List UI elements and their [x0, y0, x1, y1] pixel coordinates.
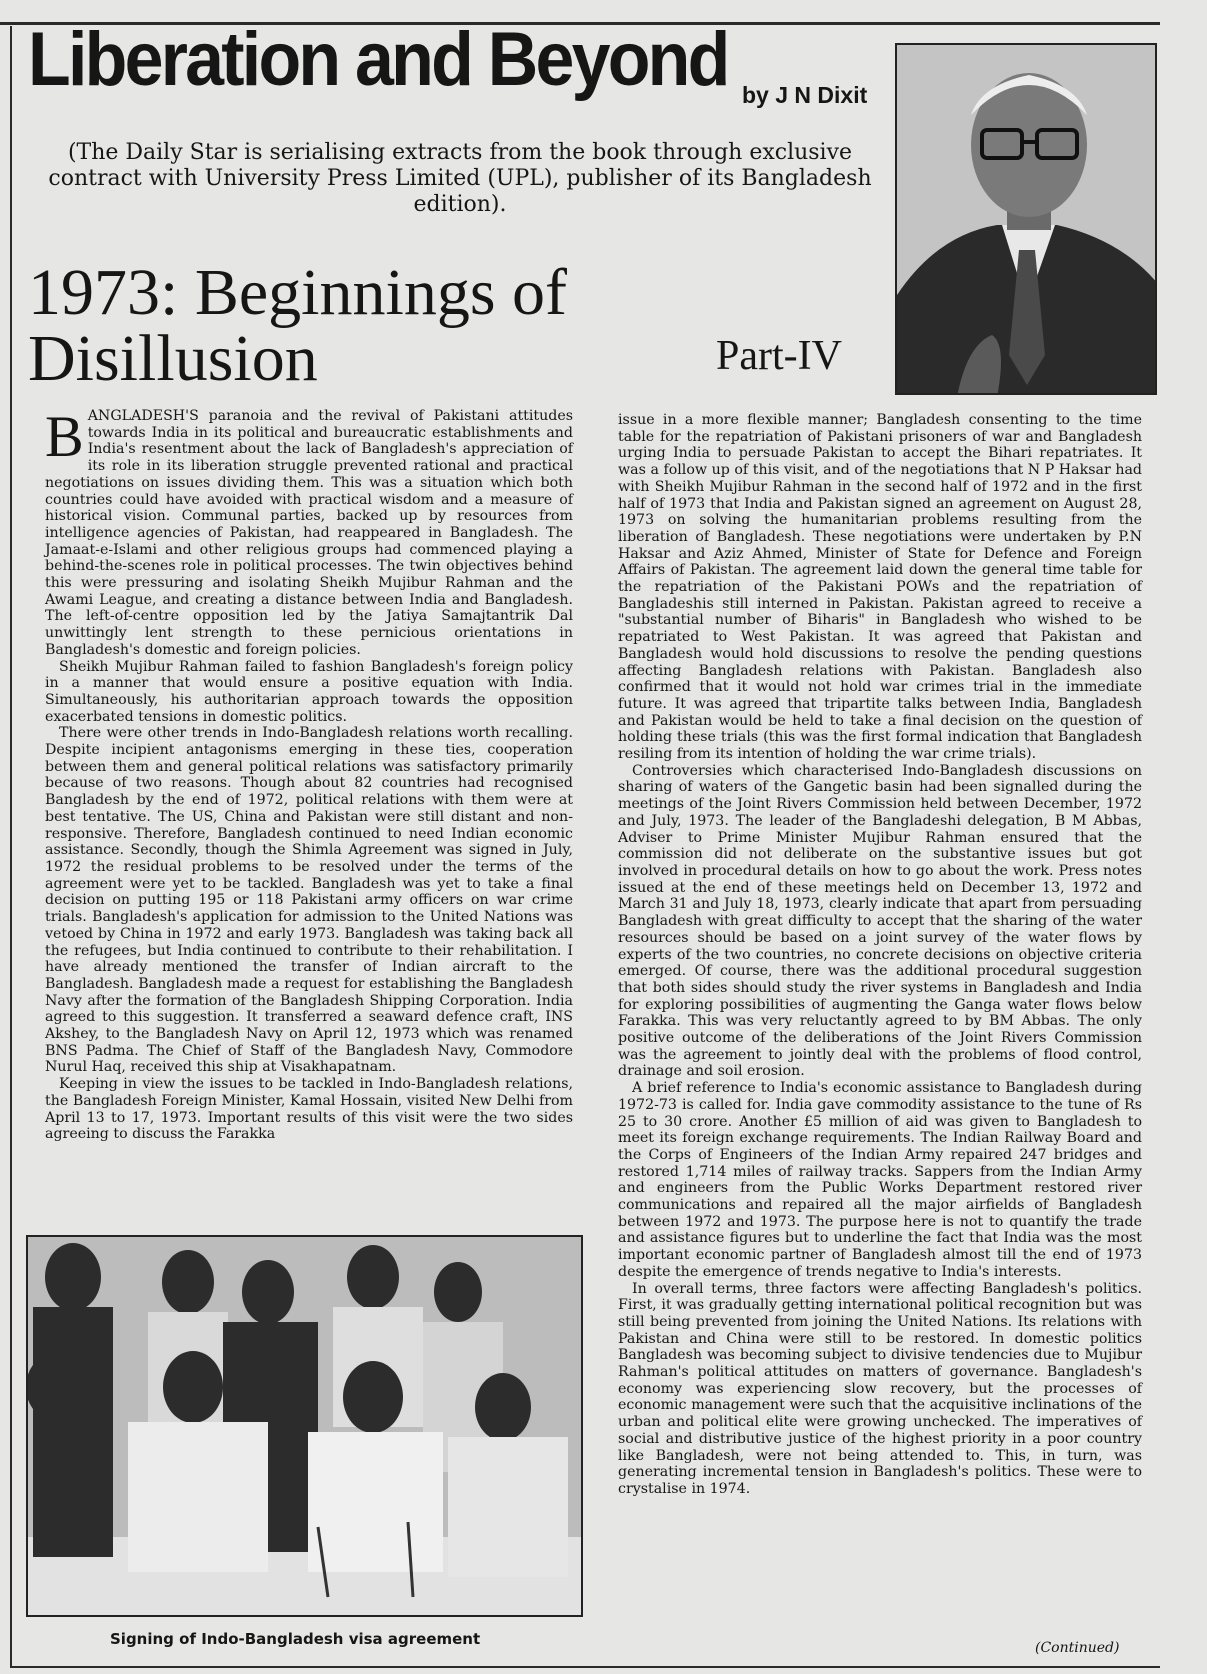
byline: by J N Dixit	[742, 82, 868, 108]
paragraph: BANGLADESH'S paranoia and the revival of Pakistani attitudes towards India in its political and bureaucratic establishments and India's resentment about the lack of Bangladesh's appreciation of its role in its liberation struggle prevented rational and practical negotiations on issues dividing them. This was a situation which both countries could have avoided with practical wisdom and a measure of historical vision. Communal parties, backed up by resources from intelligence agencies of Pakistan, had reappeared in Bangladesh. The Jamaat-e-Islami and other religious groups had commenced playing a behind-the-scenes role in political processes. The twin objectives behind this were pressuring and isolating Sheikh Mujibur Rahman and the Awami League, and creating a distance between India and Bangladesh. The left-of-centre opposition led by the Jatiya Samajtantrik Dal unwittingly lent strength to these pernicious orientations in Bangladesh's domestic and foreign policies.	[45, 404, 573, 658]
bottom-rule	[10, 1666, 1160, 1668]
continued-note: (Continued)	[1035, 1640, 1120, 1656]
left-rule	[10, 26, 12, 1666]
paragraph: There were other trends in Indo-Bangladesh relations worth recalling. Despite incipient antagonisms emerging in these ties, cooperation between them and general political relations was satisfactory primarily because of two reasons. Though about 82 countries had recognised Bangladesh by the end of 1972, political relations with them were at best tentative. The US, China and Pakistan were still distant and non-responsive. Therefore, Bangladesh continued to need Indian economic assistance. Secondly, though the Shimla Agreement was signed in July, 1972 the residual problems to be resolved under the terms of the agreement were yet to be tackled. Bangladesh was yet to take a final decision on putting 195 or 118 Pakistani army officers on war crime trials. Bangladesh's application for admission to the United Nations was vetoed by China in 1972 and early 1973. Bangladesh was taking back all the refugees, but India continued to contribute to their rehabilitation. I have already mentioned the transfer of Indian aircraft to the Bangladesh. Bangladesh made a request for establishing the Bangladesh Navy after the formation of the Bangladesh Shipping Corporation. India agreed to this suggestion. It transferred a seaward defence craft, INS Akshey, to the Bangladesh Navy on April 12, 1973 which was renamed BNS Padma. The Chief of Staff of the Bangladesh Navy, Commodore Nurul Haq, received this ship at Visakhapatnam.	[45, 725, 573, 1076]
paragraph: Controversies which characterised Indo-Bangladesh discussions on sharing of waters of the Gangetic basin had been signalled during the meetings of the Joint Rivers Commission held between December, 1972 and July, 1973. The leader of the Bangladeshi delegation, B M Abbas, Adviser to Prime Minister Mujibur Rahman ensured that the commission did not deliberate on the substantive issues but got involved in procedural details on how to go about the work. Press notes issued at the end of these meetings held on December 13, 1972 and March 31 and July 18, 1973, clearly indicate that apart from persuading Bangladesh with great difficulty to accept that the sharing of the water resources should be based on a joint survey of the water flows by experts of the two countries, no concrete decisions on objective criteria emerged. Of course, there was the additional procedural suggestion that both sides should study the river systems in Bangladesh and India for exploring possibilities of augmenting the Ganga water flows below Farakka. This was very reluctantly agreed to by BM Abbas. The only positive outcome of the deliberations of the Joint Rivers Commission was the agreement to jointly deal with the problems of flood control, drainage and soil erosion.	[618, 762, 1142, 1080]
paragraph: Sheikh Mujibur Rahman failed to fashion Bangladesh's foreign policy in a manner that would ensure a positive equation with India. Simultaneously, his authoritarian approach towards the opposition exacerbated tensions in domestic politics.	[45, 658, 573, 725]
article-column-1	[45, 404, 573, 1143]
intro-note: (The Daily Star is serialising extracts from the book through exclusive contract with University Press Limited (UPL), publisher of its Bangladesh edition).	[48, 140, 872, 217]
author-portrait-illustration	[897, 45, 1157, 395]
drop-cap: B	[45, 404, 84, 469]
signing-photo-illustration	[28, 1237, 583, 1617]
signing-photo	[26, 1235, 583, 1617]
headline-line-2: Disillusion	[28, 322, 318, 395]
headline-line-1: 1973: Beginnings of	[28, 256, 567, 329]
article-column-2	[618, 412, 1142, 1498]
photo-caption: Signing of Indo-Bangladesh visa agreement	[110, 1630, 481, 1648]
article-headline	[28, 256, 567, 395]
part-label: Part-IV	[716, 333, 842, 379]
paragraph: A brief reference to India's economic assistance to Bangladesh during 1972-73 is called for. India gave commodity assistance to the tune of Rs 25 to 30 crore. Another £5 million of aid was given to Bangladesh to meet its foreign exchange requirements. The Indian Railway Board and the Corps of Engineers of the Indian Army repaired 247 bridges and restored 1,714 miles of railway tracks. Sappers from the Indian Army and engineers from the Public Works Department restored river communications and repaired all the major airfields of Bangladesh between 1972 and 1973. The purpose here is not to quantify the trade and assistance figures but to underline the fact that India was the most important economic partner of Bangladesh almost till the end of 1973 despite the emergence of trends negative to India's interests.	[618, 1080, 1142, 1280]
paragraph: In overall terms, three factors were affecting Bangladesh's politics. First, it was gradually getting international political recognition but was still being prevented from joining the United Nations. Its relations with Pakistan and China were still to be restored. In domestic politics Bangladesh was becoming subject to divisive tendencies due to Mujibur Rahman's political attitudes on matters of governance. Bangladesh's economy was experiencing slow recovery, but the processes of economic management were such that the acquisitive inclinations of the urban and political elite were growing unchecked. The imperatives of social and distributive justice of the highest priority in a poor country like Bangladesh, were not being attended to. This, in turn, was generating incremental tension in Bangladesh's politics. These were to crystalise in 1974.	[618, 1280, 1142, 1497]
paragraph: Keeping in view the issues to be tackled in Indo-Bangladesh relations, the Bangladesh Foreign Minister, Kamal Hossain, visited New Delhi from April 13 to 17, 1973. Important results of this visit were the two sides agreeing to discuss the Farakka	[45, 1076, 573, 1143]
paragraph: issue in a more flexible manner; Bangladesh consenting to the time table for the repatriation of Pakistani prisoners of war and Bangladesh urging India to persuade Pakistan to accept the Bihari repatriates. It was a follow up of this visit, and of the negotiations that N P Haksar had with Sheikh Mujibur Rahman in the second half of 1972 and in the first half of 1973 that India and Pakistan signed an agreement on August 28, 1973 on solving the humanitarian problems resulting from the liberation of Bangladesh. These negotiations were undertaken by P.N Haksar and Aziz Ahmed, Minister of State for Defence and Foreign Affairs of Pakistan. The agreement laid down the general time table for the repatriation of the Pakistani POWs and the repatriation of Bangladeshis still interned in Pakistan. Pakistan agreed to receive a "substantial number of Biharis" in Bangladesh who wished to be repatriated to West Pakistan. It was agreed that Pakistan and Bangladesh would hold discussions to resolve the pending questions affecting Bangladesh relations with Pakistan. Bangladesh also confirmed that it would not hold war crimes trial in the immediate future. It was agreed that tripartite talks between India, Bangladesh and Pakistan would be held to take a final decision on the question of holding these trials (this was the first formal indication that Bangladesh resiling from its intention of holding the war crime trials).	[618, 412, 1142, 763]
author-portrait	[895, 43, 1157, 395]
series-title: Liberation and Beyond	[28, 17, 728, 102]
